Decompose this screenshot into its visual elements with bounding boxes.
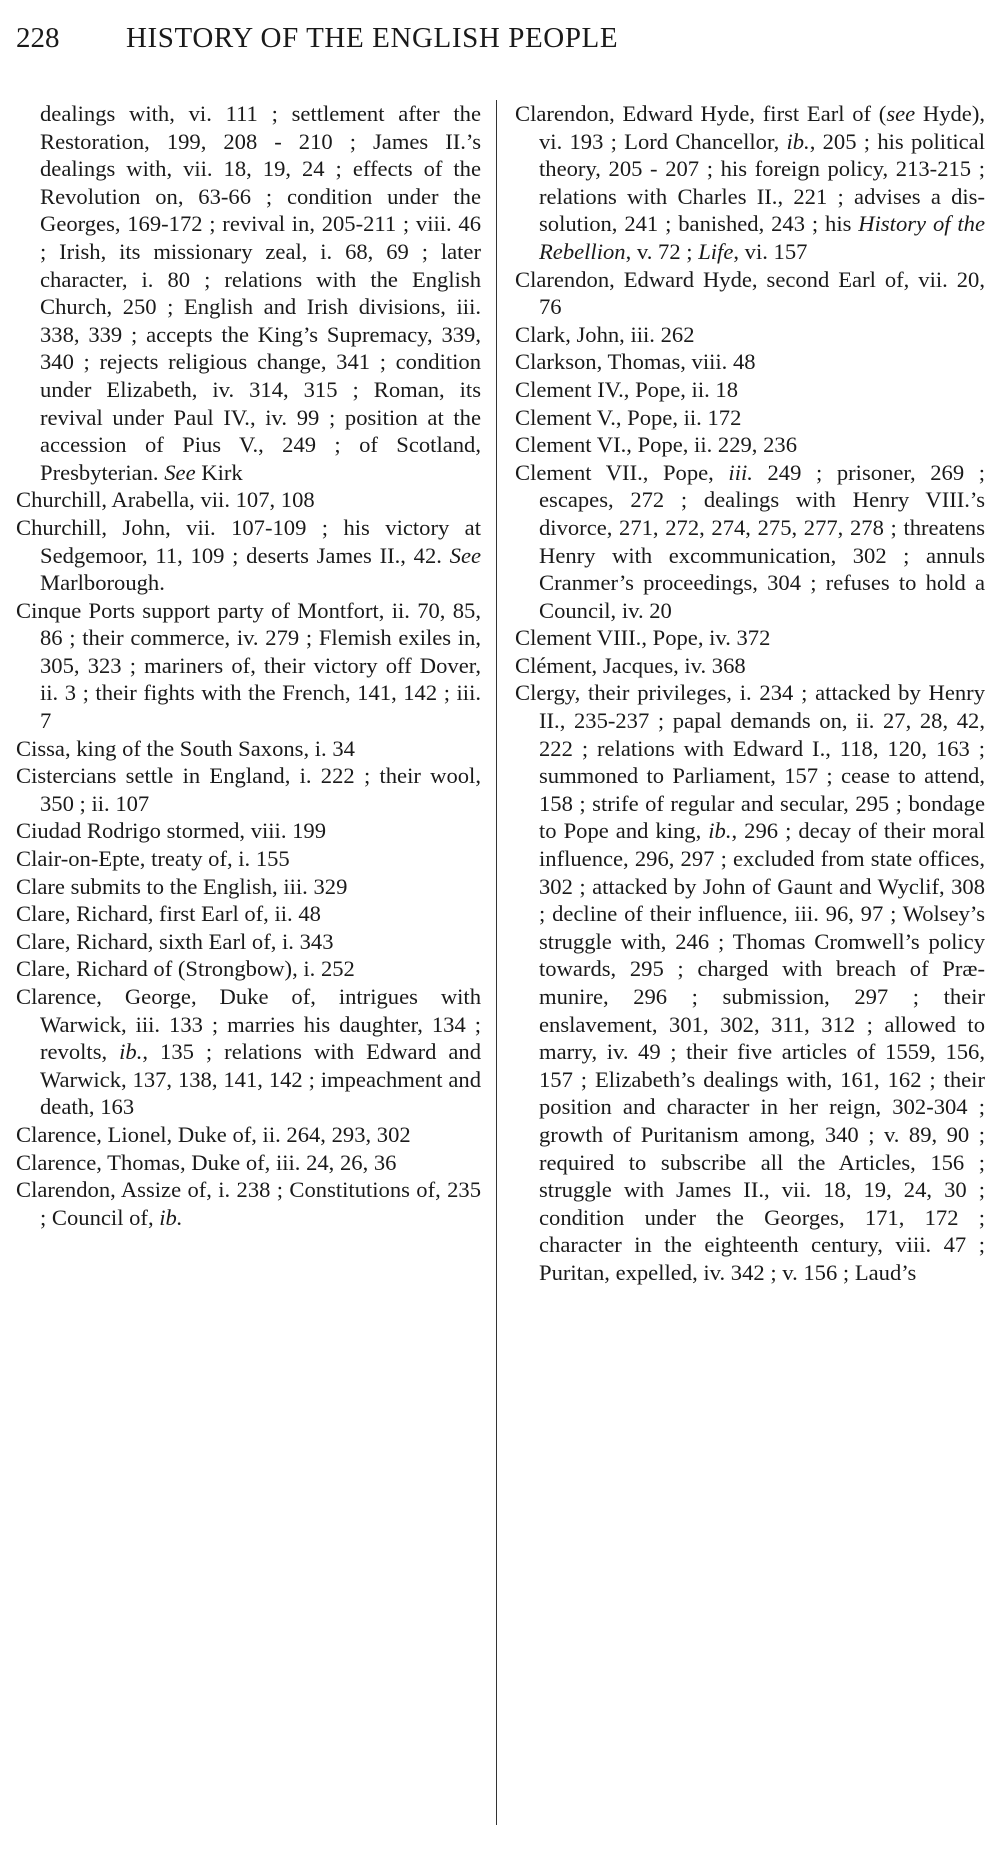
running-title: HISTORY OF THE ENGLISH PEOPLE	[126, 22, 619, 54]
entry-text: , 205 ; his political theory, 205 - 207 ; his foreign policy, 213-215 ; relations with Charles II., 221 ; advises a dissolution, 241 ; banished, 243 ; his	[539, 128, 985, 237]
entry-text: Churchill, John, vii. 107-109 ; his victory at Sedgemoor, 11, 109 ; deserts James II., 42.	[16, 514, 481, 568]
index-entry: Clarendon, Edward Hyde, second Earl of, vii. 20, 76	[515, 266, 985, 320]
index-entry: Clare, Richard, sixth Earl of, i. 343	[16, 928, 334, 954]
ibid-reference: ib.	[786, 128, 810, 154]
entry-text: Clergy, their privileges, i. 234 ; attacked by Henry II., 235-237 ; papal demands on, ii. 27, 28, 42, 222 ; relations with Edward I., 118, 120, 163 ; summoned to Parliament, 157 ; cease to attend, 158 ; strife of regular and secular, 295 ; bondage to Pope and king,	[515, 680, 985, 844]
index-entry: Clement IV., Pope, ii. 18	[515, 376, 739, 402]
index-entry	[515, 459, 985, 625]
see-reference: See	[449, 542, 481, 568]
index-entry: Clement VIII., Pope, iv. 372	[515, 625, 771, 651]
entry-text: Kirk	[201, 459, 243, 485]
index-entry: Clare submits to the English, iii. 329	[16, 873, 348, 899]
entry-text: , 296 ; decay of their moral influence, 296, 297 ; excluded from state offices, 302 ; attacked by John of Gaunt and Wyclif, 308 ; decline of their influence, iii. 96, 97 ; Wolsey’s struggle with, 246 ; Thomas Cromwell’s policy towards, 295 ; charged with breach of Præmunire, 296 ; submission, 297 ; their enslavement, 301, 302, 311, 312 ; allowed to marry, iv. 49 ; their five articles of 1559, 156, 157 ; Elizabeth’s dealings with, 161, 162 ; their position and character in her reign, 302-304 ; growth of Puritanism among, 340 ; v. 89, 90 ; required to subscribe all the Articles, 156 ; struggle with James II., vii. 18, 19, 24, 30 ; condition under the Georges, 171, 172 ; character in the eighteenth century, viii. 47 ; Puritan, expelled, iv. 342 ; v. 156 ; Laud’s	[539, 818, 985, 1285]
ibid-reference: ib.	[708, 818, 732, 844]
index-entry	[515, 679, 985, 1286]
index-entry-church-continued	[16, 100, 481, 486]
index-entry: Clement VI., Pope, ii. 229, 236	[515, 432, 797, 458]
entry-text: 249 ; prisoner, 269 ; escapes, 272 ; dealings with Henry VIII.’s divorce, 271, 272, 274, 275, 277, 278 ; threatens Henry with excommunication, 302 ; annuls Cranmer’s proceedings, 304 ; refuses to hold a Council, iv. 20	[539, 459, 985, 623]
index-entry: Cissa, king of the South Saxons, i. 34	[16, 735, 355, 761]
entry-text: Clarendon, Edward Hyde, first Earl of (	[515, 101, 887, 126]
entry-text: Clarendon, Assize of, i. 238 ; Constitutions of, 235 ; Council of,	[16, 1177, 481, 1230]
index-entry: Clare, Richard, first Earl of, ii. 48	[16, 901, 321, 927]
index-entry: Clare, Richard of (Strongbow), i. 252	[16, 956, 355, 982]
entry-text: , 135 ; relations with Edward and Warwick, 137, 138, 141, 142 ; impeachment and death, 163	[40, 1039, 481, 1120]
index-entry: Cinque Ports support party of Montfort, ii. 70, 85, 86 ; their commerce, iv. 279 ; Flemish exiles in, 305, 323 ; mariners of, their victory off Dover, ii. 3 ; their fights with the French, 141, 142 ; iii. 7	[16, 597, 481, 734]
book-title: Life	[698, 238, 734, 264]
index-column-right	[515, 100, 985, 1287]
index-entry: Clarkson, Thomas, viii. 48	[515, 349, 756, 375]
index-entry	[16, 1176, 481, 1231]
index-entry: Clément, Jacques, iv. 368	[515, 652, 746, 678]
volume-reference: iii.	[728, 459, 753, 485]
index-entry: Clarence, Lionel, Duke of, ii. 264, 293, 302	[16, 1121, 411, 1147]
entry-text: , v. 72 ;	[625, 238, 693, 264]
entry-text: dealings with, vi. 111 ; settlement after the Restoration, 199, 208 - 210 ; James II.’s dealings with, vii. 18, 19, 24 ; effects of the Revolution on, 63-66 ; condition under the Georges, 169-172 ; revival in, 205-211 ; viii. 46 ; Irish, its missionary zeal, i. 68, 69 ; later character, i. 80 ; relations with the English Church, 250 ; English and Irish divisions, iii. 338, 339 ; accepts the King’s Supremacy, 339, 340 ; rejects religious change, 341 ; condition under Elizabeth, iv. 314, 315 ; Roman, its revival under Paul IV., iv. 99 ; position at the accession of Pius V., 249 ; of Scotland, Presbyterian.	[40, 101, 481, 485]
index-entry: Clement V., Pope, ii. 172	[515, 404, 742, 430]
index-entry	[16, 514, 481, 597]
index-entry: Ciudad Rodrigo stormed, viii. 199	[16, 818, 327, 844]
index-entry	[515, 100, 985, 266]
index-entry: Churchill, Arabella, vii. 107, 108	[16, 487, 315, 513]
entry-text: Hyde), vi. 193 ; Lord Chancellor,	[539, 101, 986, 154]
page-header	[16, 22, 986, 70]
entry-text: Marlborough.	[40, 570, 165, 596]
entry-text: , vi. 157	[733, 238, 808, 264]
ibid-reference: ib.	[159, 1204, 183, 1230]
book-title: History of the Rebellion	[539, 211, 985, 264]
see-reference: see	[886, 101, 916, 126]
index-entry	[16, 983, 481, 1121]
column-divider	[496, 100, 497, 1825]
entry-text: Clarence, George, Duke of, intrigues with Warwick, iii. 133 ; marries his daughter, 134 ; revolts,	[16, 984, 481, 1065]
ibid-reference: ib.	[119, 1039, 143, 1065]
index-entry: Cistercians settle in England, i. 222 ; their wool, 350 ; ii. 107	[16, 763, 481, 816]
index-entry: Clair-on-Epte, treaty of, i. 155	[16, 846, 290, 872]
index-entry: Clark, John, iii. 262	[515, 321, 695, 347]
see-reference: See	[164, 459, 196, 485]
index-entry: Clarence, Thomas, Duke of, iii. 24, 26, 36	[16, 1149, 397, 1175]
page-number: 228	[16, 22, 60, 54]
entry-text: Clement VII., Pope,	[515, 459, 714, 485]
index-column-left	[16, 100, 481, 1231]
